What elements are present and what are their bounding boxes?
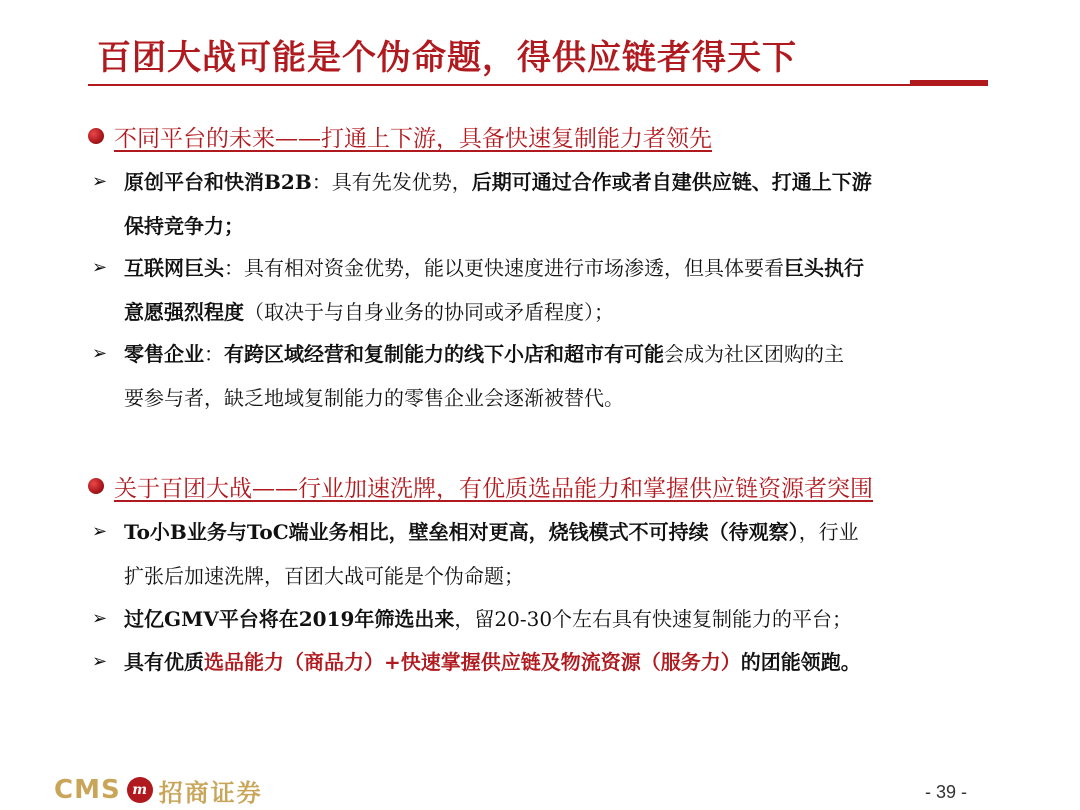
arrow-bullet-icon: ➢: [92, 257, 108, 278]
brand-mark-icon: m: [127, 777, 153, 803]
section-heading-text: 不同平台的未来——打通上下游，具备快速复制能力者领先: [114, 125, 712, 152]
company-logo: [54, 775, 263, 805]
bullet-line-1: [124, 597, 1022, 641]
text-run: ，行业: [798, 520, 859, 544]
bullet-line-1: [124, 510, 1022, 554]
red-sphere-bullet-icon: [88, 478, 104, 494]
text-run: 原创平台和快消B2B: [124, 170, 312, 194]
title-divider: [88, 84, 988, 86]
text-run: 扩张后加速洗牌，百团大战可能是个伪命题；: [124, 564, 524, 588]
brand-en: CMS: [54, 775, 121, 805]
text-run: 互联网巨头: [124, 256, 224, 280]
list-item: [92, 510, 1022, 598]
bullet-line-1: [124, 332, 1022, 376]
text-run: ：具有相对资金优势，能以更快速度进行市场渗透，但具体要看: [224, 256, 784, 280]
bullet-line-2: [124, 554, 1022, 598]
arrow-bullet-icon: ➢: [92, 608, 108, 629]
text-run: ，留20-30个左右具有快速复制能力的平台；: [454, 607, 853, 631]
bullet-line-2: [124, 290, 1022, 334]
text-run: 后期可通过合作或者自建供应链、打通上下游: [471, 170, 872, 194]
text-run: 具有优质: [124, 650, 204, 674]
text-run: 的团能领跑。: [740, 650, 861, 674]
arrow-bullet-icon: ➢: [92, 343, 108, 364]
arrow-bullet-icon: ➢: [92, 171, 108, 192]
arrow-bullet-icon: ➢: [92, 651, 108, 672]
section-heading-group-war: [88, 469, 873, 503]
text-run: 零售企业: [124, 342, 204, 366]
list-item: [92, 640, 1022, 684]
bullet-line-2: [124, 376, 1022, 420]
text-run: 选品能力（商品力）+快速掌握供应链及物流资源（服务力）: [204, 650, 741, 674]
brand-cn: 招商证券: [158, 778, 263, 807]
bullet-line-2: [124, 204, 1022, 248]
text-run: 要参与者，缺乏地域复制能力的零售企业会逐渐被替代。: [124, 386, 624, 410]
text-run: 有跨区域经营和复制能力的线下小店和超市有可能: [224, 342, 664, 366]
text-run: 会成为社区团购的主: [664, 342, 844, 366]
arrow-bullet-icon: ➢: [92, 521, 108, 542]
title-divider-accent: [910, 80, 988, 86]
bullet-line-1: [124, 160, 1022, 204]
text-run: To小B业务与ToC端业务相比，壁垒相对更高，烧钱模式不可持续（待观察）: [124, 520, 799, 544]
list-item: [92, 160, 1022, 248]
text-run: （取决于与自身业务的协同或矛盾程度）；: [244, 300, 614, 324]
list-item: [92, 246, 1022, 334]
red-sphere-bullet-icon: [88, 128, 104, 144]
section-heading-text: 关于百团大战——行业加速洗牌，有优质选品能力和掌握供应链资源者突围: [114, 475, 873, 502]
bullet-line-1: [124, 640, 1022, 684]
text-run: 保持竞争力；: [124, 214, 244, 238]
list-item: [92, 332, 1022, 420]
text-run: ：具有先发优势，: [311, 170, 472, 194]
section-heading-platform-future: [88, 119, 712, 153]
bullet-line-1: [124, 246, 1022, 290]
text-run: 意愿强烈程度: [124, 300, 244, 324]
text-run: ：: [204, 342, 224, 366]
text-run: 过亿GMV平台将在2019年筛选出来: [124, 607, 455, 631]
list-item: [92, 597, 1022, 641]
page-title: 百团大战可能是个伪命题，得供应链者得天下: [97, 38, 797, 78]
text-run: 巨头执行: [784, 256, 864, 280]
page-number: - 39 -: [925, 782, 968, 802]
